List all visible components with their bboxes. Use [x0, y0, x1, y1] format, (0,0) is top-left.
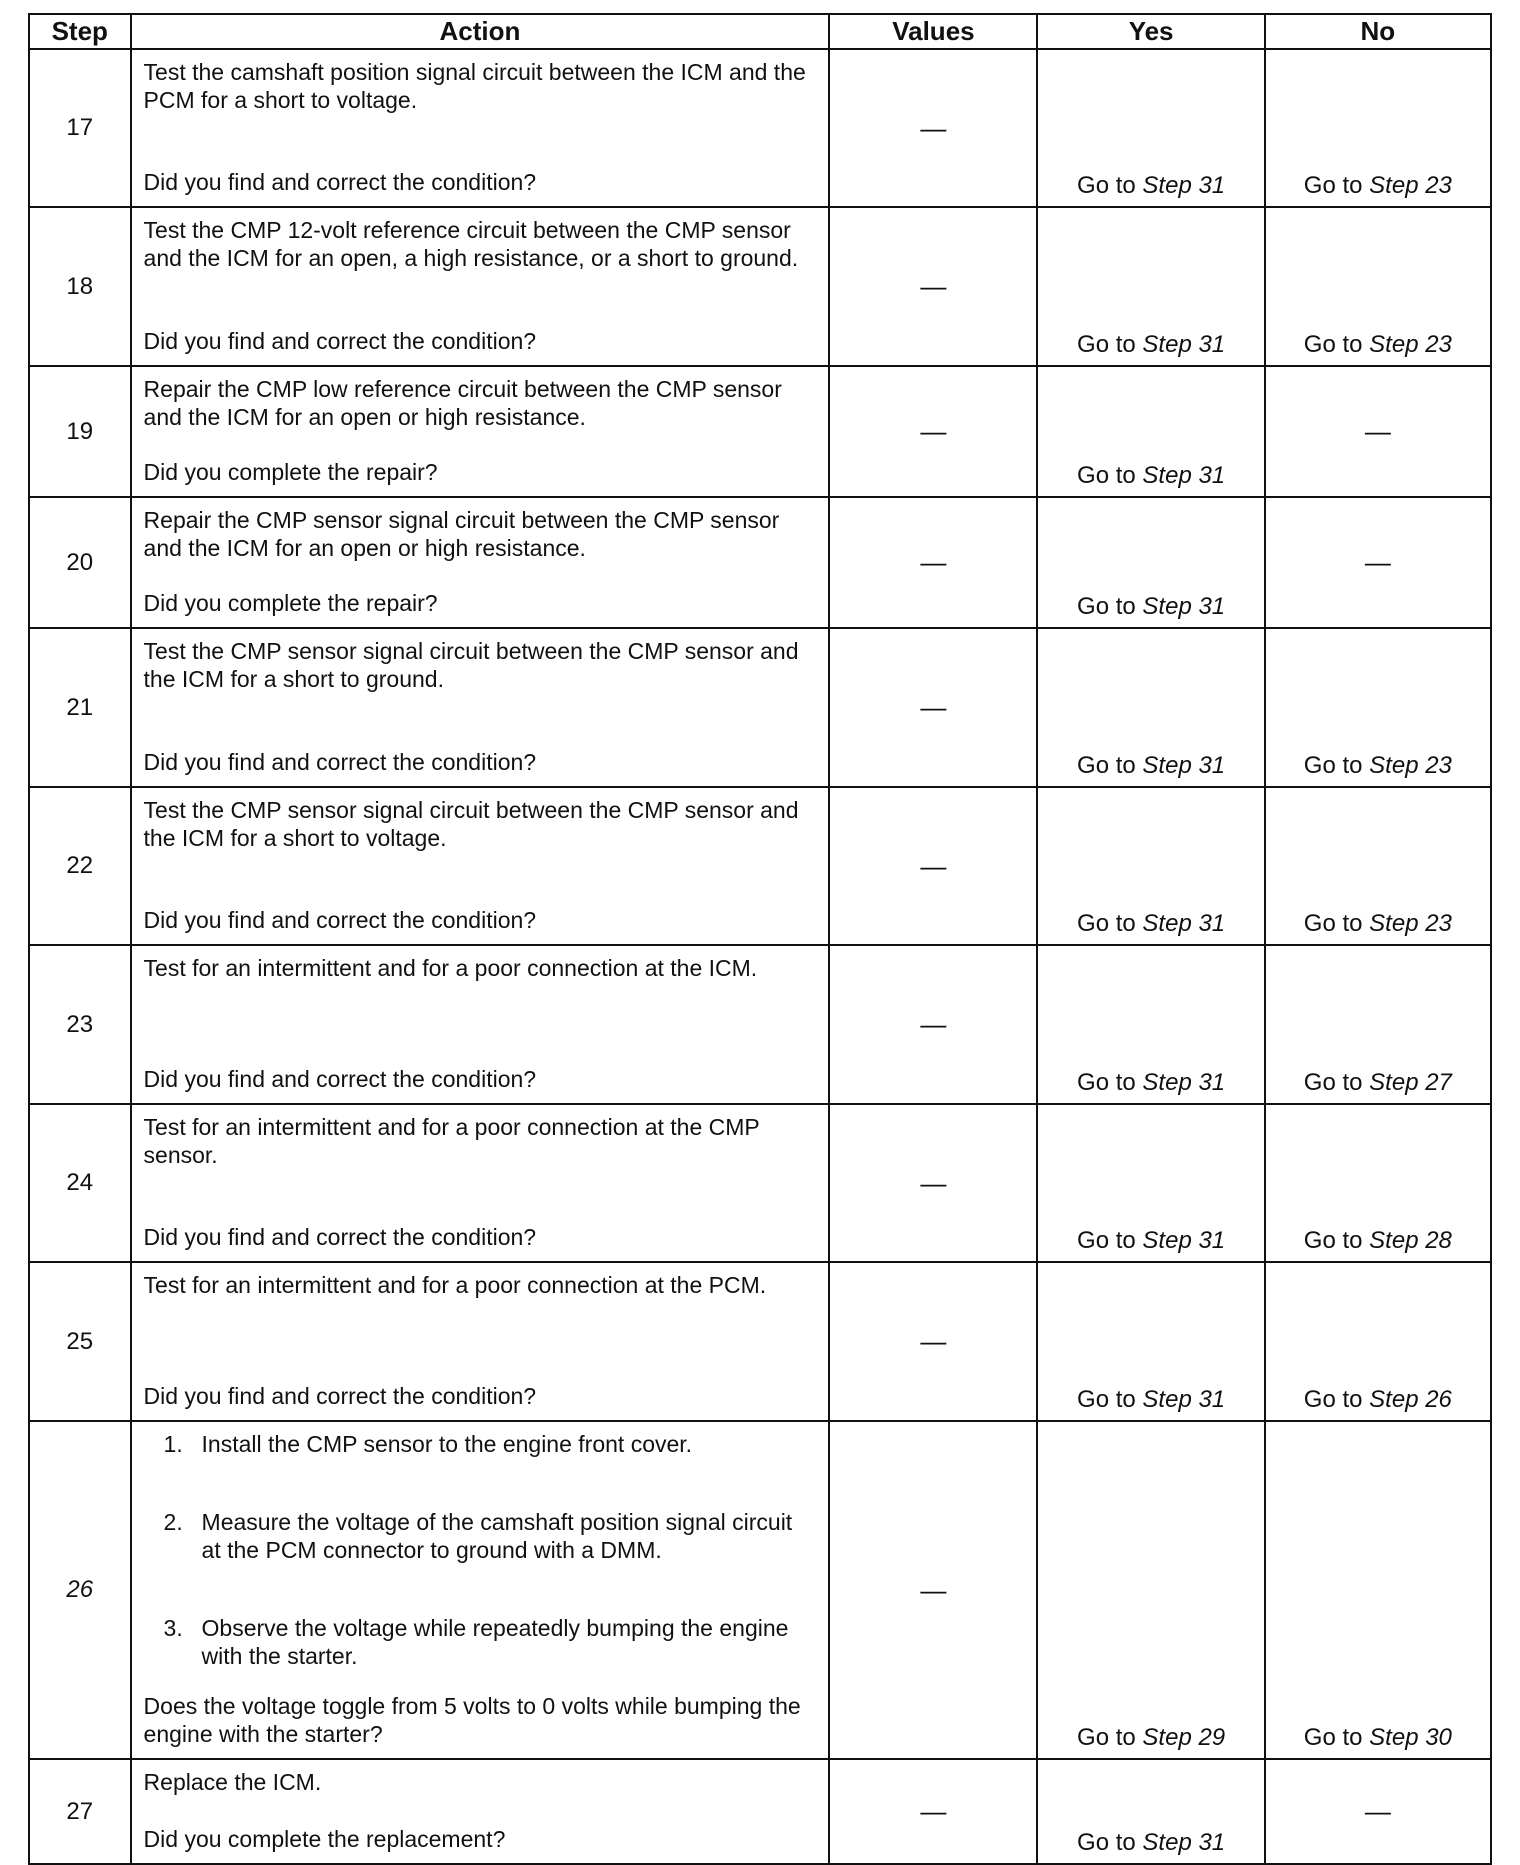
- yes-step-link: Step 31: [1142, 752, 1226, 779]
- step-number: 21: [29, 628, 131, 787]
- go-to-label: Go to: [1077, 910, 1136, 937]
- values-cell: —: [829, 1104, 1037, 1262]
- no-cell: [1265, 207, 1491, 366]
- yes-cell: [1037, 497, 1264, 628]
- step-number: 19: [29, 366, 131, 497]
- yes-cell: [1037, 366, 1264, 497]
- yes-cell: [1037, 49, 1264, 207]
- no-cell: —: [1265, 366, 1491, 497]
- no-step-link: Step 28: [1369, 1227, 1452, 1254]
- action-cell: [131, 366, 830, 497]
- table-row: [29, 1759, 1491, 1864]
- values-cell: —: [829, 787, 1037, 945]
- action-text: Test for an intermittent and for a poor connection at the ICM.: [143, 955, 758, 981]
- table-row: [29, 945, 1491, 1104]
- action-text: Test the CMP sensor signal circuit between the CMP sensor and the ICM for a short to ground.: [143, 638, 799, 692]
- action-question: Did you complete the repair?: [143, 459, 438, 485]
- go-to-label: Go to: [1077, 1227, 1136, 1254]
- go-to-label: Go to: [1303, 1227, 1363, 1254]
- no-cell: [1265, 49, 1491, 207]
- step-number: 26: [29, 1421, 131, 1759]
- values-cell: —: [829, 1759, 1037, 1864]
- action-cell: [131, 497, 830, 628]
- action-cell: [131, 207, 830, 366]
- action-question: Did you find and correct the condition?: [143, 169, 537, 195]
- values-cell: —: [829, 497, 1037, 628]
- go-to-label: Go to: [1303, 331, 1363, 358]
- table-row: [29, 628, 1491, 787]
- sub-step-text: Observe the voltage while repeatedly bumping the engine with the starter.: [201, 1615, 789, 1669]
- no-step-link: Step 23: [1369, 752, 1452, 779]
- values-cell: —: [829, 207, 1037, 366]
- action-cell: [131, 1421, 830, 1759]
- sub-step-number: 1.: [163, 1431, 183, 1457]
- action-question: Did you find and correct the condition?: [143, 1066, 537, 1092]
- action-text: Test the CMP sensor signal circuit between the CMP sensor and the ICM for a short to voltage.: [143, 797, 799, 851]
- action-question: Does the voltage toggle from 5 volts to 0 volts while bumping the engine with the starter?: [143, 1693, 801, 1747]
- no-cell: [1265, 628, 1491, 787]
- yes-step-link: Step 31: [1142, 1069, 1226, 1096]
- action-question: Did you find and correct the condition?: [143, 749, 537, 775]
- yes-step-link: Step 31: [1142, 1829, 1226, 1856]
- step-number: 17: [29, 49, 131, 207]
- action-text: Replace the ICM.: [143, 1769, 322, 1795]
- step-number: 23: [29, 945, 131, 1104]
- no-cell: [1265, 1104, 1491, 1262]
- no-cell: —: [1265, 497, 1491, 628]
- action-cell: [131, 49, 830, 207]
- go-to-label: Go to: [1303, 910, 1363, 937]
- go-to-label: Go to: [1303, 1069, 1363, 1096]
- go-to-label: Go to: [1077, 331, 1136, 358]
- step-number: 25: [29, 1262, 131, 1421]
- no-cell: [1265, 945, 1491, 1104]
- no-cell: [1265, 1421, 1491, 1759]
- values-cell: —: [829, 628, 1037, 787]
- action-text: Test for an intermittent and for a poor connection at the CMP sensor.: [143, 1114, 760, 1168]
- go-to-label: Go to: [1077, 593, 1136, 620]
- yes-step-link: Step 29: [1142, 1724, 1226, 1751]
- table-row: [29, 1104, 1491, 1262]
- table-row: [29, 787, 1491, 945]
- values-cell: —: [829, 1262, 1037, 1421]
- table-row: [29, 497, 1491, 628]
- header-row: [29, 14, 1491, 49]
- action-question: Did you find and correct the condition?: [143, 907, 537, 933]
- yes-step-link: Step 31: [1142, 331, 1226, 358]
- no-step-link: Step 23: [1369, 172, 1452, 199]
- yes-cell: [1037, 945, 1264, 1104]
- sub-step: [164, 1430, 817, 1458]
- yes-step-link: Step 31: [1142, 172, 1226, 199]
- action-question: Did you complete the replacement?: [143, 1826, 506, 1852]
- action-cell: [131, 945, 830, 1104]
- action-question: Did you find and correct the condition?: [143, 1383, 537, 1409]
- no-step-link: Step 23: [1369, 331, 1452, 358]
- go-to-label: Go to: [1077, 1386, 1136, 1413]
- table-row: [29, 366, 1491, 497]
- header-yes: Yes: [1037, 14, 1264, 49]
- table-row: [29, 49, 1491, 207]
- yes-step-link: Step 31: [1142, 1227, 1226, 1254]
- no-step-link: Step 27: [1369, 1069, 1452, 1096]
- action-text: Test for an intermittent and for a poor connection at the PCM.: [143, 1272, 767, 1298]
- action-text: Repair the CMP sensor signal circuit between the CMP sensor and the ICM for an open or high resistance.: [143, 507, 780, 561]
- action-cell: [131, 1104, 830, 1262]
- sub-step: [164, 1508, 817, 1564]
- step-number: 18: [29, 207, 131, 366]
- yes-cell: [1037, 207, 1264, 366]
- sub-step-text: Install the CMP sensor to the engine front cover.: [201, 1431, 693, 1457]
- no-step-link: Step 30: [1369, 1724, 1452, 1751]
- action-cell: [131, 787, 830, 945]
- yes-step-link: Step 31: [1142, 462, 1226, 489]
- values-cell: —: [829, 945, 1037, 1104]
- values-cell: —: [829, 49, 1037, 207]
- sub-step-number: 3.: [163, 1615, 183, 1641]
- no-cell: [1265, 787, 1491, 945]
- values-cell: —: [829, 1421, 1037, 1759]
- header-no: No: [1265, 14, 1491, 49]
- go-to-label: Go to: [1303, 752, 1363, 779]
- diagnostic-table: [28, 13, 1492, 1865]
- go-to-label: Go to: [1303, 172, 1363, 199]
- sub-step: [164, 1614, 817, 1670]
- sub-step-number: 2.: [163, 1509, 183, 1535]
- action-text: Repair the CMP low reference circuit between the CMP sensor and the ICM for an open or high resistance.: [143, 376, 782, 430]
- header-step: Step: [29, 14, 131, 49]
- sub-step-list: [144, 1430, 817, 1670]
- action-cell: [131, 628, 830, 787]
- action-cell: [131, 1759, 830, 1864]
- table-row: [29, 1421, 1491, 1759]
- go-to-label: Go to: [1077, 172, 1136, 199]
- no-step-link: Step 26: [1369, 1386, 1452, 1413]
- action-cell: [131, 1262, 830, 1421]
- action-text: Test the CMP 12-volt reference circuit between the CMP sensor and the ICM for an open, a high resistance, or a short to ground.: [143, 217, 799, 271]
- yes-cell: [1037, 1421, 1264, 1759]
- go-to-label: Go to: [1077, 1069, 1136, 1096]
- table-row: [29, 1262, 1491, 1421]
- step-number: 24: [29, 1104, 131, 1262]
- step-number: 20: [29, 497, 131, 628]
- yes-cell: [1037, 1262, 1264, 1421]
- yes-step-link: Step 31: [1142, 593, 1226, 620]
- action-question: Did you find and correct the condition?: [143, 1224, 537, 1250]
- sub-step-text: Measure the voltage of the camshaft position signal circuit at the PCM connector to ground with a DMM.: [201, 1509, 793, 1563]
- go-to-label: Go to: [1077, 752, 1136, 779]
- yes-step-link: Step 31: [1142, 1386, 1226, 1413]
- go-to-label: Go to: [1077, 1724, 1136, 1751]
- step-number: 22: [29, 787, 131, 945]
- step-number: 27: [29, 1759, 131, 1864]
- yes-cell: [1037, 787, 1264, 945]
- go-to-label: Go to: [1303, 1386, 1363, 1413]
- yes-cell: [1037, 1104, 1264, 1262]
- action-question: Did you find and correct the condition?: [143, 328, 537, 354]
- values-cell: —: [829, 366, 1037, 497]
- action-text: Test the camshaft position signal circuit between the ICM and the PCM for a short to voltage.: [143, 59, 806, 113]
- yes-cell: [1037, 628, 1264, 787]
- no-cell: —: [1265, 1759, 1491, 1864]
- table-row: [29, 207, 1491, 366]
- header-action: Action: [131, 14, 830, 49]
- yes-step-link: Step 31: [1142, 910, 1226, 937]
- header-values: Values: [829, 14, 1037, 49]
- no-step-link: Step 23: [1369, 910, 1452, 937]
- go-to-label: Go to: [1077, 1829, 1136, 1856]
- no-cell: [1265, 1262, 1491, 1421]
- action-question: Did you complete the repair?: [143, 590, 438, 616]
- yes-cell: [1037, 1759, 1264, 1864]
- go-to-label: Go to: [1077, 462, 1136, 489]
- go-to-label: Go to: [1303, 1724, 1363, 1751]
